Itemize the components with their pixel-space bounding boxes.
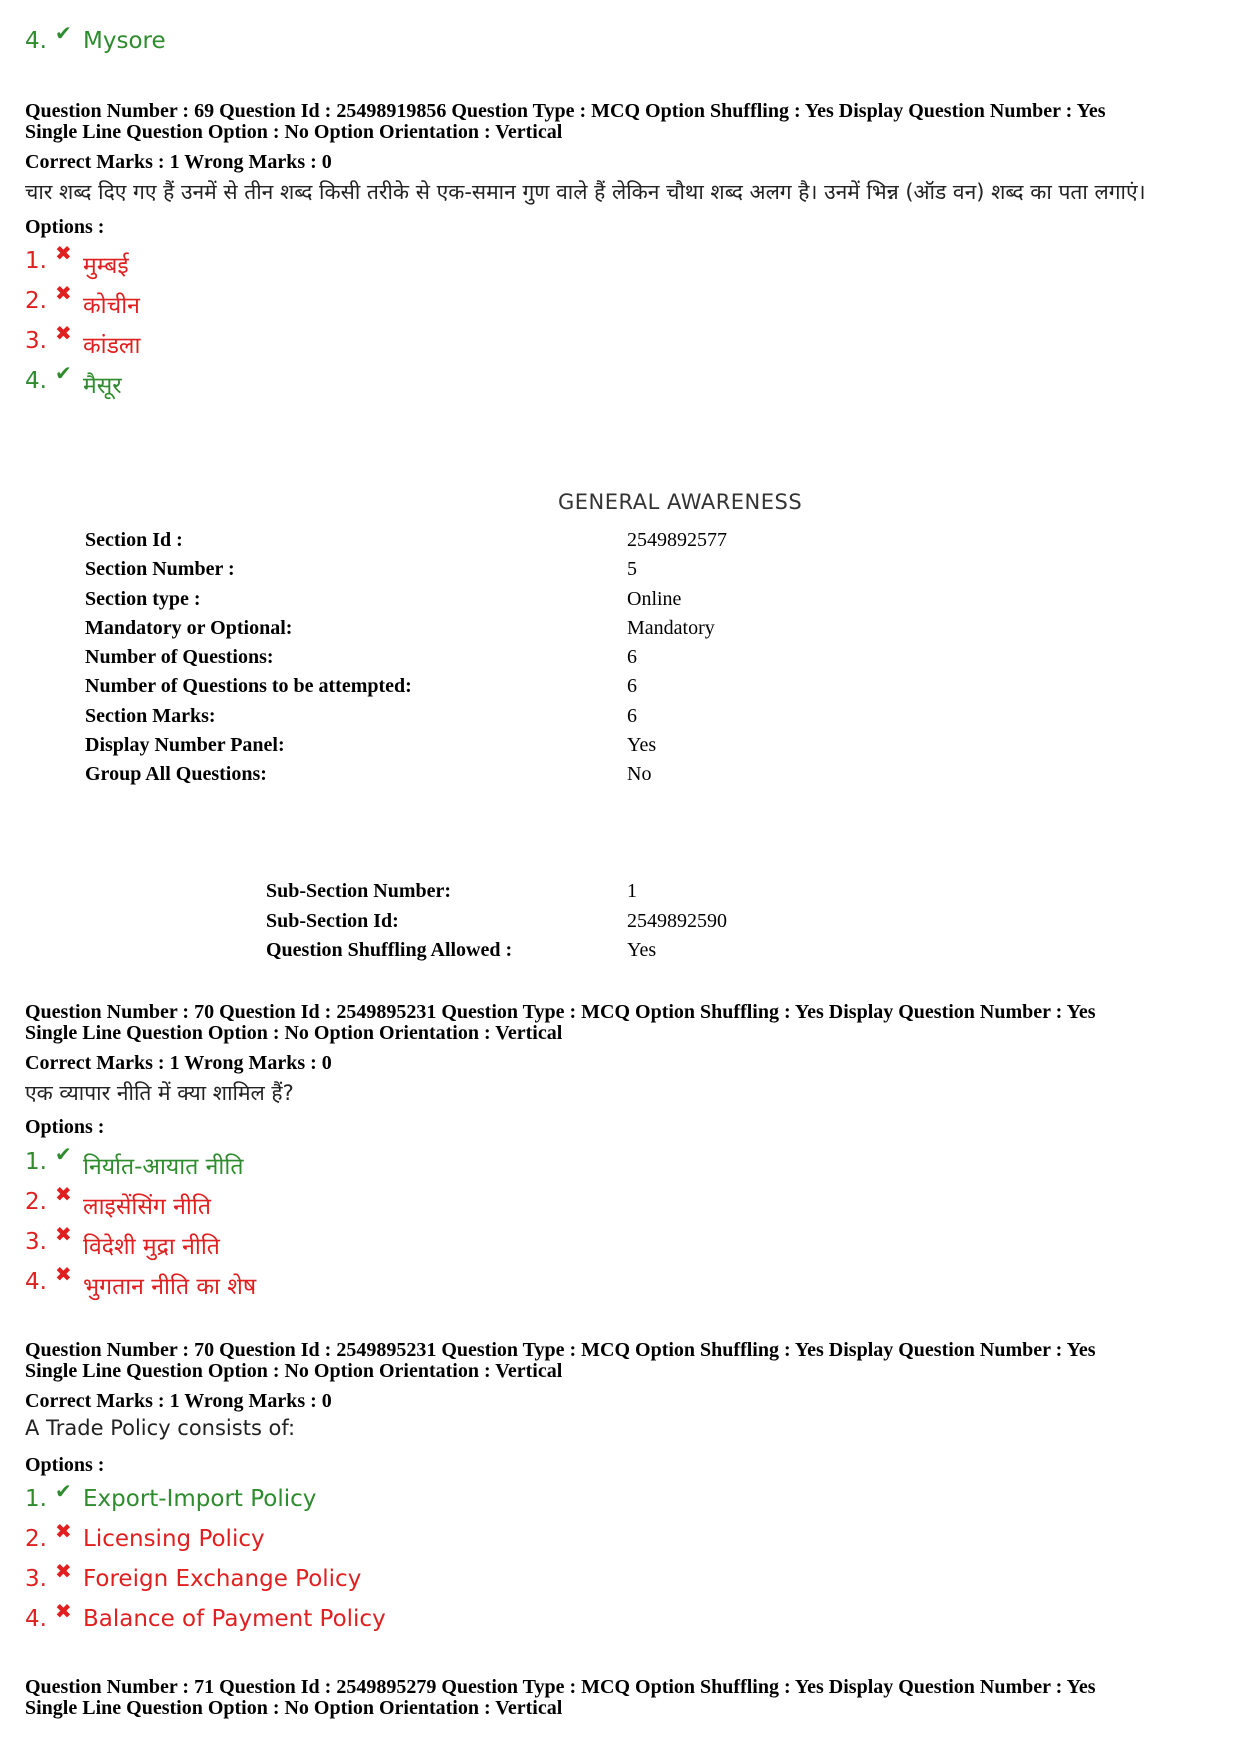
option-number: 2. xyxy=(25,1189,47,1215)
option-text: विदेशी मुद्रा नीति xyxy=(83,1234,220,1260)
section-key: Section type : xyxy=(85,588,201,610)
option-row xyxy=(25,361,122,400)
section-value: Yes xyxy=(627,734,657,756)
section-value: No xyxy=(627,763,652,785)
section-key: Section Id : xyxy=(85,529,183,551)
section-value: Mandatory xyxy=(627,617,715,639)
section-key: Display Number Panel: xyxy=(85,734,285,756)
question-text: चार शब्द दिए गए हैं उनमें से तीन शब्द किसी तरीके से एक-समान गुण वाले हैं लेकिन चौथा शब्द अलग है। उनमें भिन्न (ऑड वन) शब्द का पता लगाएं। xyxy=(25,180,1146,204)
option-number: 1. xyxy=(25,248,47,274)
option-number: 1. xyxy=(25,1486,47,1512)
question-header xyxy=(25,1002,1095,1044)
section-key: Group All Questions: xyxy=(85,763,267,785)
question-meta-line2: Single Line Question Option : No Option Orientation : Vertical xyxy=(25,1697,563,1719)
cross-icon: ✖ xyxy=(55,281,72,305)
option-text: Balance of Payment Policy xyxy=(83,1606,386,1632)
option-number: 2. xyxy=(25,1526,47,1552)
cross-icon: ✖ xyxy=(55,1519,72,1543)
check-icon: ✔ xyxy=(55,1479,72,1503)
section-value: Online xyxy=(627,588,682,610)
section-value: 6 xyxy=(627,646,637,668)
option-row xyxy=(25,321,141,360)
question-meta-line2: Single Line Question Option : No Option Orientation : Vertical xyxy=(25,1360,563,1382)
subsection-value: 1 xyxy=(627,880,637,902)
option-number: 1. xyxy=(25,1149,47,1175)
subsection-key: Question Shuffling Allowed : xyxy=(266,939,513,961)
option-text: कोचीन xyxy=(83,293,140,319)
cross-icon: ✖ xyxy=(55,321,72,345)
section-key: Section Number : xyxy=(85,558,235,580)
option-text: Licensing Policy xyxy=(83,1526,265,1552)
check-icon: ✔ xyxy=(55,1142,72,1166)
question-meta-line1: Question Number : 71 Question Id : 2549895279 Question Type : MCQ Option Shuffling : Yes Display Question Number : Yes xyxy=(25,1676,1096,1698)
option-row xyxy=(25,241,129,280)
question-header xyxy=(25,101,1105,143)
check-icon: ✔ xyxy=(55,361,72,385)
cross-icon: ✖ xyxy=(55,1182,72,1206)
option-number: 2. xyxy=(25,288,47,314)
section-key: Mandatory or Optional: xyxy=(85,617,293,639)
question-meta-line1: Question Number : 70 Question Id : 2549895231 Question Type : MCQ Option Shuffling : Yes Display Question Number : Yes xyxy=(25,1339,1096,1361)
option-row xyxy=(25,1479,317,1512)
question-text: A Trade Policy consists of: xyxy=(25,1416,296,1440)
option-text: Export-Import Policy xyxy=(83,1486,317,1512)
subsection-key: Sub-Section Id: xyxy=(266,910,399,932)
question-meta-line2: Single Line Question Option : No Option Orientation : Vertical xyxy=(25,121,563,143)
subsection-value: 2549892590 xyxy=(627,910,727,932)
question-marks: Correct Marks : 1 Wrong Marks : 0 xyxy=(25,151,332,173)
option-number: 3. xyxy=(25,1566,47,1592)
question-meta-line2: Single Line Question Option : No Option Orientation : Vertical xyxy=(25,1022,563,1044)
section-value: 6 xyxy=(627,675,637,697)
option-row xyxy=(25,21,166,54)
section-value: 5 xyxy=(627,558,637,580)
option-number: 4. xyxy=(25,1269,47,1295)
cross-icon: ✖ xyxy=(55,1559,72,1583)
section-title: GENERAL AWARENESS xyxy=(558,490,803,514)
option-text: कांडला xyxy=(83,333,141,359)
cross-icon: ✖ xyxy=(55,1222,72,1246)
option-number: 4. xyxy=(25,28,47,54)
section-key: Section Marks: xyxy=(85,705,216,727)
question-header xyxy=(25,1677,1095,1719)
section-key: Number of Questions to be attempted: xyxy=(85,675,412,697)
option-row xyxy=(25,1262,257,1301)
question-meta-line1: Question Number : 70 Question Id : 2549895231 Question Type : MCQ Option Shuffling : Yes Display Question Number : Yes xyxy=(25,1001,1096,1023)
option-row xyxy=(25,1599,386,1632)
cross-icon: ✖ xyxy=(55,1599,72,1623)
section-value: 2549892577 xyxy=(627,529,727,551)
option-text: Mysore xyxy=(83,28,166,54)
option-row xyxy=(25,1222,220,1261)
option-row xyxy=(25,1519,265,1552)
option-text: भुगतान नीति का शेष xyxy=(83,1274,257,1300)
option-number: 3. xyxy=(25,328,47,354)
question-text: एक व्यापार नीति में क्या शामिल हैं? xyxy=(25,1081,294,1105)
option-number: 4. xyxy=(25,368,47,394)
option-text: निर्यात-आयात नीति xyxy=(83,1154,244,1180)
option-text: लाइसेंसिंग नीति xyxy=(83,1194,211,1220)
question-header xyxy=(25,1340,1095,1382)
section-key: Number of Questions: xyxy=(85,646,274,668)
options-label: Options : xyxy=(25,216,105,238)
option-text: Foreign Exchange Policy xyxy=(83,1566,362,1592)
option-row xyxy=(25,1142,244,1181)
options-label: Options : xyxy=(25,1116,105,1138)
question-marks: Correct Marks : 1 Wrong Marks : 0 xyxy=(25,1052,332,1074)
section-value: 6 xyxy=(627,705,637,727)
check-icon: ✔ xyxy=(55,21,72,45)
cross-icon: ✖ xyxy=(55,241,72,265)
option-text: मैसूर xyxy=(83,373,122,399)
cross-icon: ✖ xyxy=(55,1262,72,1286)
subsection-key: Sub-Section Number: xyxy=(266,880,452,902)
question-marks: Correct Marks : 1 Wrong Marks : 0 xyxy=(25,1390,332,1412)
option-row xyxy=(25,281,140,320)
option-row xyxy=(25,1559,362,1592)
subsection-value: Yes xyxy=(627,939,657,961)
question-meta-line1: Question Number : 69 Question Id : 25498919856 Question Type : MCQ Option Shuffling : Yes Display Question Number : Yes xyxy=(25,100,1106,122)
option-number: 4. xyxy=(25,1606,47,1632)
option-text: मुम्बई xyxy=(83,253,129,279)
options-label: Options : xyxy=(25,1454,105,1476)
option-number: 3. xyxy=(25,1229,47,1255)
option-row xyxy=(25,1182,211,1221)
